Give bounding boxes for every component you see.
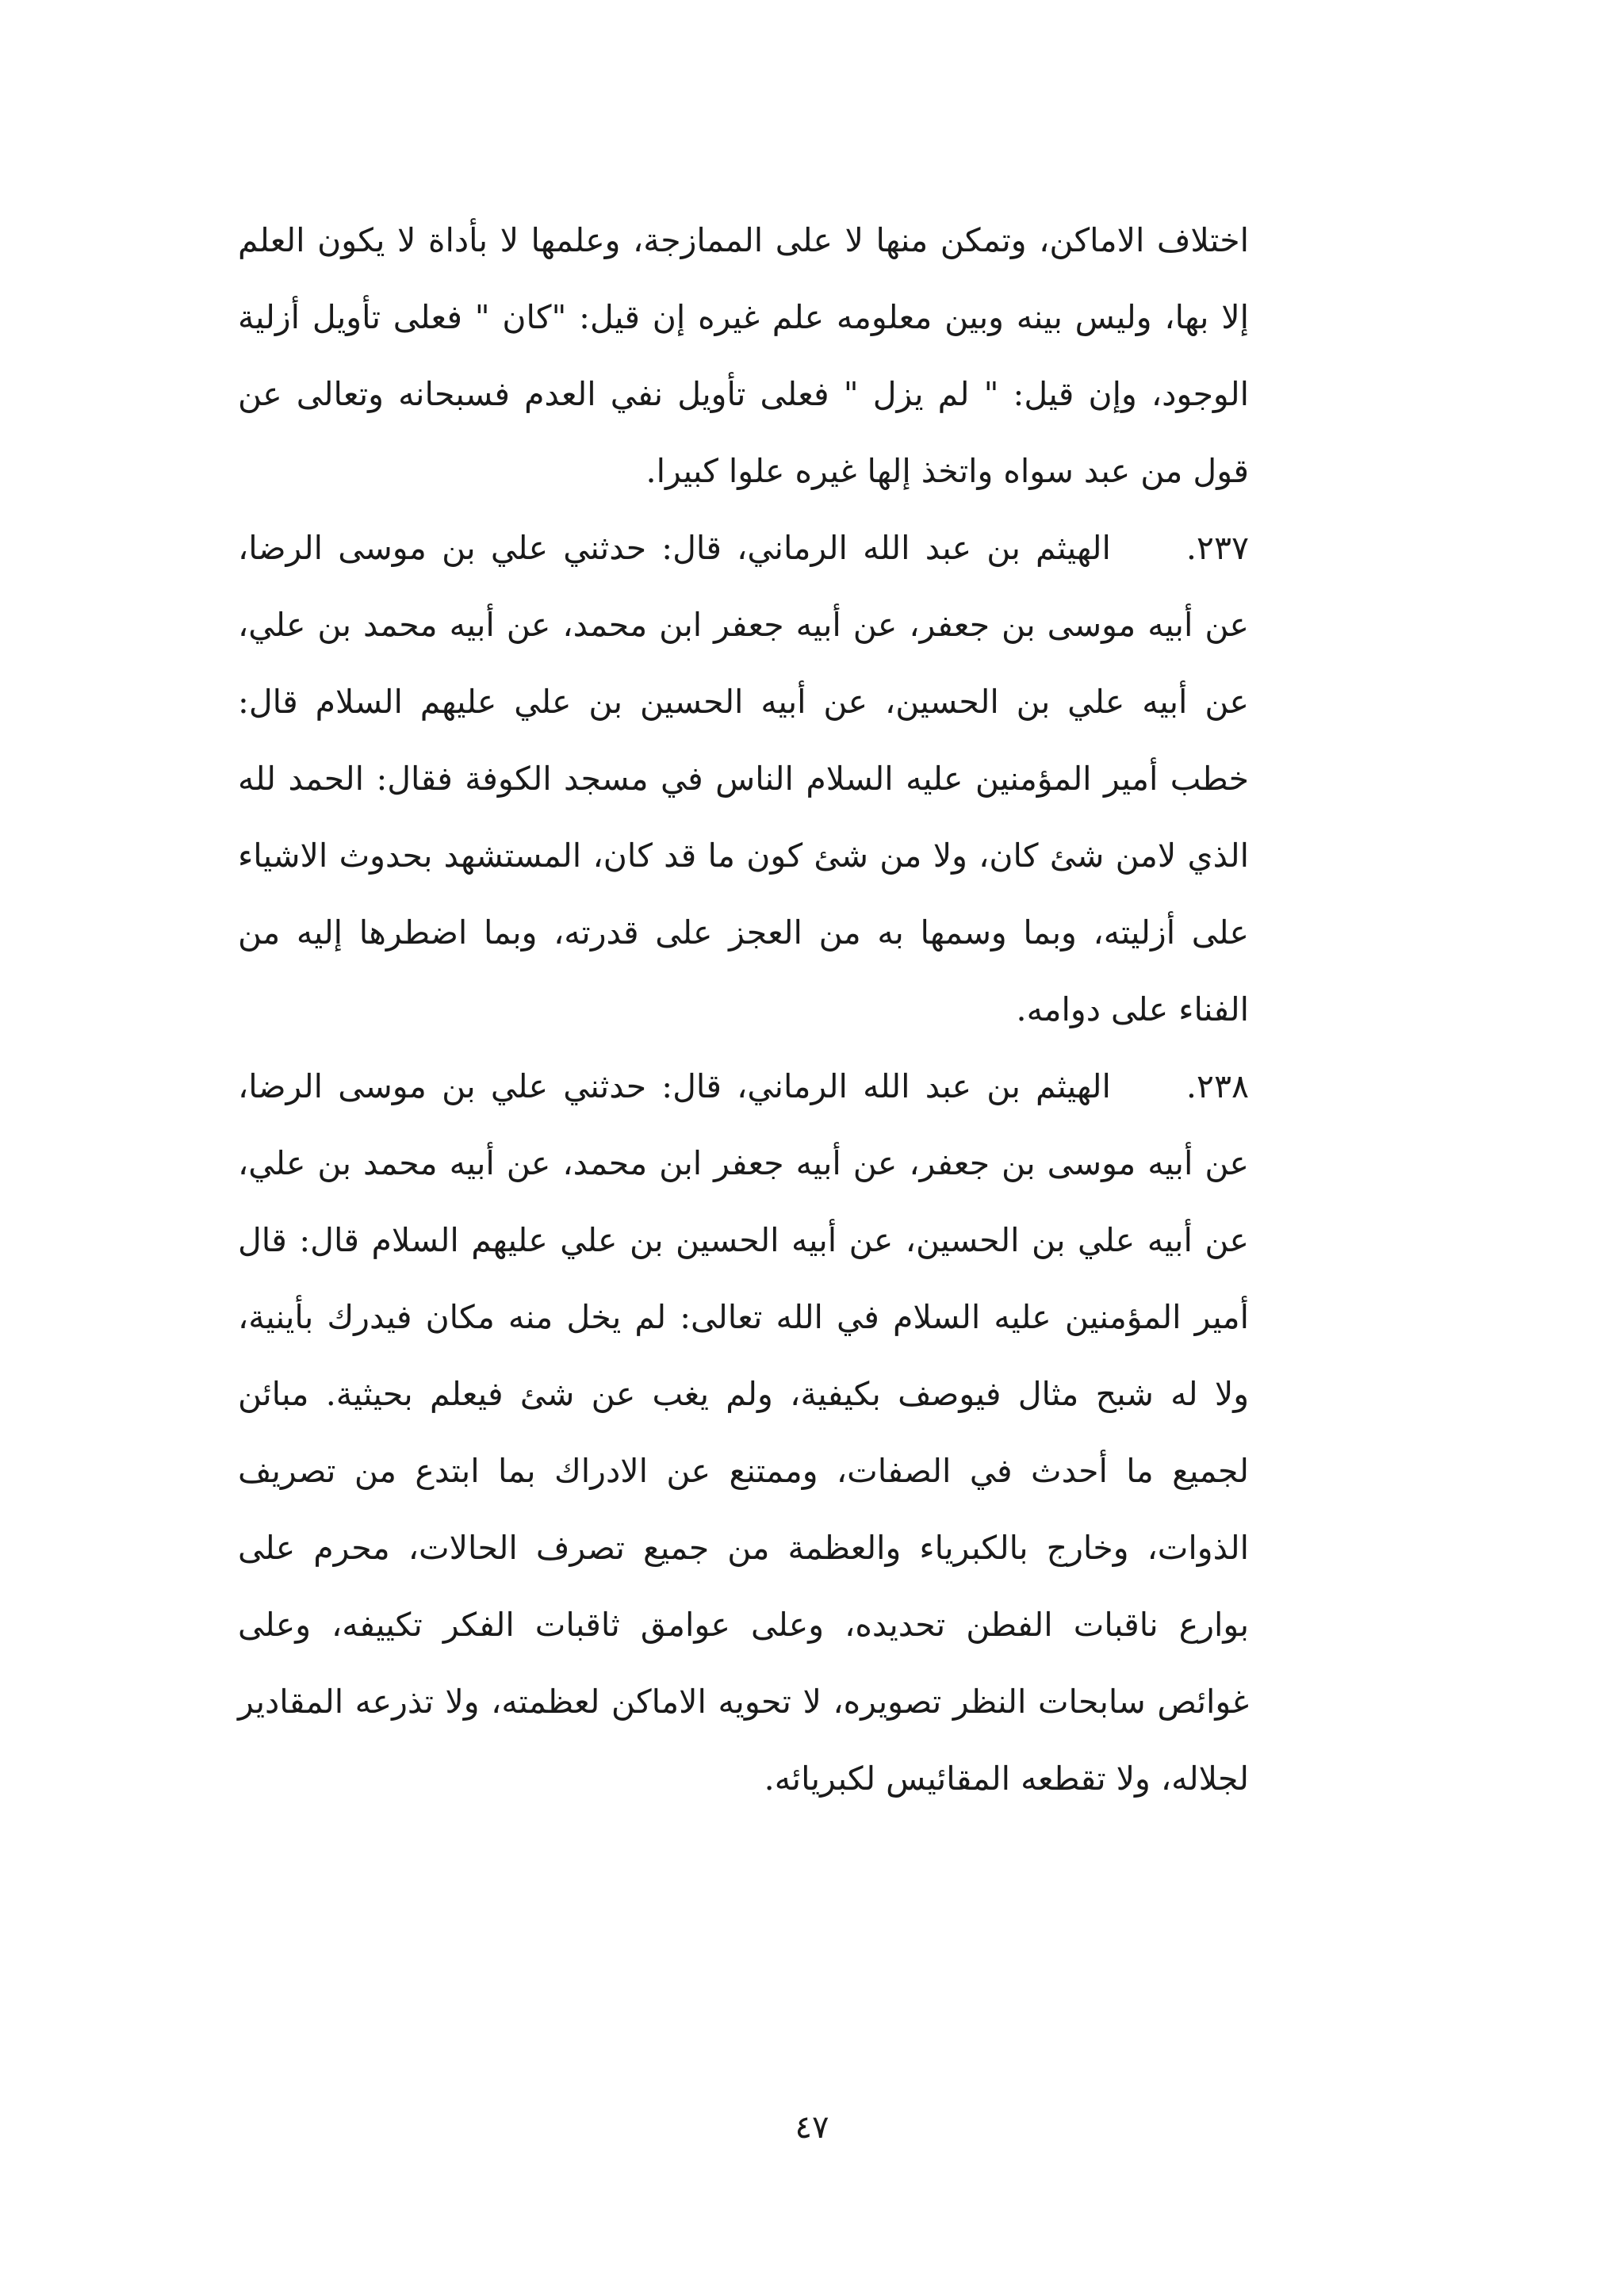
hadith-237 [238, 510, 1249, 1048]
paragraph-text: الهيثم بن عبد الله الرماني، قال: حدثني علي بن موسى الرضا، عن أبيه موسى بن جعفر، عن أبيه جعفر ابن محمد، عن أبيه محمد بن علي، عن أبيه علي بن الحسين، عن أبيه الحسين بن علي عليهم السلام قال: قال أمير المؤمنين عليه السلام في الله تعالى: لم يخل منه مكان فيدرك بأينية، ولا له شبح مثال فيوصف بكيفية، ولم يغب عن شئ فيعلم بحيثية. مبائن لجميع ما أحدث في الصفات، وممتنع عن الادراك بما ابتدع من تصريف الذوات، وخارج بالكبرياء والعظمة من جميع تصرف الحالات، محرم على بوارع ناقبات الفطن تحديده، وعلى عوامق ثاقبات الفكر تكييفه، وعلى غوائص سابحات النظر تصويره، لا تحويه الاماكن لعظمته، ولا تذرعه المقادير لجلاله، ولا تقطعه المقائيس لكبريائه. [238, 1067, 1249, 1798]
paragraph-continuation [238, 202, 1249, 510]
main-text [238, 202, 1249, 1817]
paragraph-text: اختلاف الاماكن، وتمكن منها لا على الممازجة، وعلمها لا بأداة لا يكون العلم إلا بها، وليس بينه وبين معلومه علم غيره إن قيل: "كان " فعلى تأويل أزلية الوجود، وإن قيل: " لم يزل " فعلى تأويل نفي العدم فسبحانه وتعالى عن قول من عبد سواه واتخذ إلها غيره علوا كبيرا. [238, 221, 1249, 490]
hadith-238 [238, 1048, 1249, 1817]
paragraph-text: الهيثم بن عبد الله الرماني، قال: حدثني علي بن موسى الرضا، عن أبيه موسى بن جعفر، عن أبيه جعفر ابن محمد، عن أبيه محمد بن علي، عن أبيه علي بن الحسين، عن أبيه الحسين بن علي عليهم السلام قال: خطب أمير المؤمنين عليه السلام الناس في مسجد الكوفة فقال: الحمد لله الذي لامن شئ كان، ولا من شئ كون ما قد كان، المستشهد بحدوث الاشياء على أزليته، وبما وسمها به من العجز على قدرته، وبما اضطرها إليه من الفناء على دوامه. [238, 529, 1249, 1028]
hadith-number: ٢٣٨. [1185, 1067, 1249, 1105]
hadith-number: ٢٣٧. [1185, 529, 1249, 567]
page-number: ٤٧ [795, 2109, 829, 2146]
